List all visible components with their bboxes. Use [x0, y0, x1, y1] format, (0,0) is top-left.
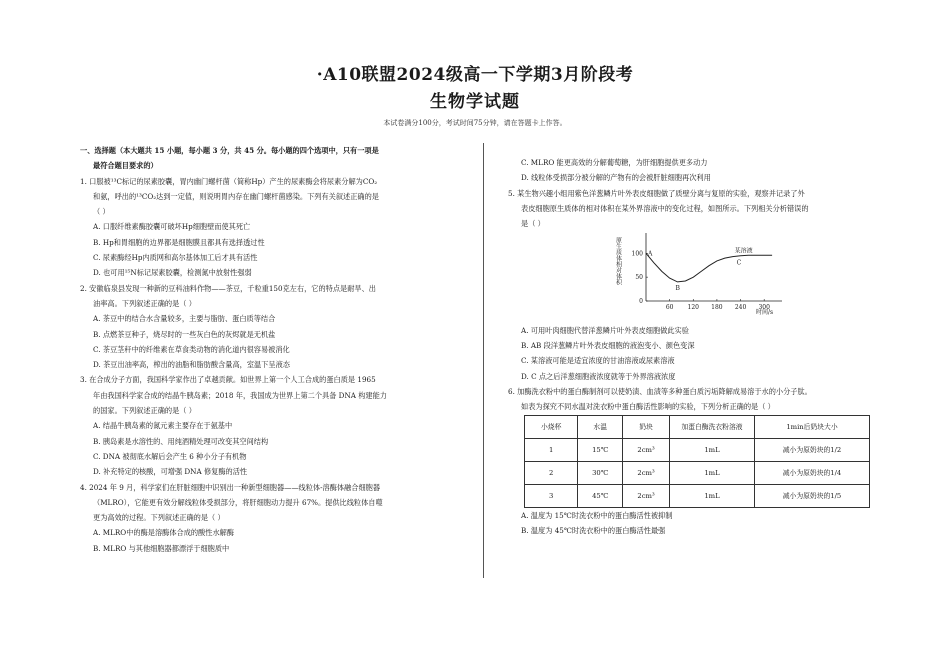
q1-stem: 和氨，呼出的¹³CO₂达到一定值，则说明胃内存在幽门螺杆菌感染。下列有关叙述正确的是	[93, 191, 379, 201]
exam-subtitle: 生物学试题	[430, 92, 520, 112]
q3-option-b: B. 胰岛素是水溶性的、用纯酒精处理可改变其空间结构	[93, 436, 269, 446]
question-6	[508, 384, 878, 538]
table-cell: 15℃	[578, 438, 623, 461]
q3-option-d: D. 补充特定的核酸，可增强 DNA 修复酶的活性	[93, 467, 248, 477]
table-header-cell: 小烧杯	[525, 415, 578, 438]
table-cell: 1	[525, 438, 578, 461]
table-header-cell: 奶块	[623, 415, 670, 438]
table-cell: 1mL	[670, 461, 755, 484]
table-cell: 减小为原奶块的1/4	[755, 461, 870, 484]
table-cell: 3	[525, 484, 578, 507]
chart-label-c: C	[736, 260, 742, 268]
q5-stem: 5. 某生物兴趣小组用紫色洋葱鳞片叶外表皮细胞做了质壁分离与复原的实验，观察并记录了外	[508, 188, 805, 198]
q4-option-c: C. MLRO 能更高效的分解葡萄糖，为肝细胞提供更多动力	[521, 158, 708, 167]
experiment-table	[524, 415, 870, 508]
q1-option-d: D. 也可用¹⁵N标记尿素胶囊，检测氮中放射性强弱	[93, 268, 252, 278]
table-cell: 2cm³	[623, 438, 670, 461]
chart-x-tick-label: 60	[665, 304, 674, 312]
q1-option-b: B. Hp和胃细胞的边界都是细胞膜且都具有选择透过性	[93, 237, 265, 247]
q3-option-a: A. 结晶牛胰岛素的氮元素主要存在于氨基中	[93, 421, 233, 431]
exam-note: 本试卷满分100分，考试时间75分钟，请在答题卡上作答。	[383, 119, 567, 127]
q2-option-a: A. 茶豆中的结合水含量较多，主要与脂肪、蛋白质等结合	[93, 314, 276, 324]
q5-option-a: A. 可用叶肉细胞代替洋葱鳞片叶外表皮细胞做此实验	[521, 325, 689, 335]
chart-axes	[646, 233, 782, 301]
section-heading: 一、选择题（本大题共 15 小题，每小题 3 分，共 45 分。每小题的四个选项中，只有一项是	[80, 146, 379, 155]
table-cell: 45℃	[578, 484, 623, 507]
chart-y-tick-label: 100	[631, 250, 643, 258]
table-cell: 1mL	[670, 438, 755, 461]
q1-stem: 1. 口服被¹³C标记的尿素胶囊，胃内幽门螺杆菌（简称Hp）产生的尿素酶会将尿素分解为CO₂	[80, 176, 378, 186]
q1-stem: （ ）	[93, 207, 110, 217]
table-header-row	[525, 415, 870, 438]
chart-x-tick-label: 300	[758, 304, 770, 312]
table-cell: 2cm³	[623, 461, 670, 484]
q4-stem: 4. 2024 年 9 月，科学家们在肝脏细胞中识别出一种新型细胞器——线粒体-溶酶体融合细胞器	[80, 482, 381, 492]
q2-stem: 2. 安徽临泉县发现一种新的豆科油料作物——茶豆，千粒重150克左右，它的特点是耐旱、出	[80, 283, 376, 293]
q3-stem: 年由我国科学家合成的结晶牛胰岛素；2018 年，我国成为世界上第二个具备 DNA 构建能力	[93, 390, 387, 400]
table-row	[525, 438, 870, 461]
q4-option-a: A. MLRO中的酶是溶酶体合成的酸性水解酶	[93, 528, 235, 538]
q5-stem: 表皮细胞原生质体的相对体积在某外界溶液中的变化过程，如图所示。下列相关分析错误的	[521, 203, 809, 213]
table-row	[525, 461, 870, 484]
table-cell: 减小为原奶块的1/5	[755, 484, 870, 507]
table-cell: 减小为原奶块的1/2	[755, 438, 870, 461]
chart-y-tick-label: 0	[639, 298, 643, 306]
protoplast-volume-chart	[508, 231, 878, 317]
section-heading-cont: 最符合题目要求的）	[93, 161, 158, 171]
q5-option-b: B. AB 段洋葱鳞片叶外表皮细胞的液泡变小、颜色变深	[521, 341, 695, 351]
q5-stem: 是（ ）	[521, 219, 545, 229]
q3-stem: 的国家。下列叙述正确的是（ ）	[93, 406, 196, 416]
q4-stem: 更为高效的过程。下列叙述正确的是（ ）	[93, 513, 225, 523]
q5-option-d: D. C 点之后洋葱细胞液浓度就等于外界溶液浓度	[521, 371, 676, 381]
q2-option-d: D. 茶豆出油率高，榨出的油脂和脂肪酸含量高，室温下呈液态	[93, 360, 290, 370]
q1-option-c: C. 尿素酶经Hp内质网和高尔基体加工后才具有活性	[93, 253, 258, 263]
q3-stem: 3. 在合成分子方面，我国科学家作出了卓越贡献。如世界上第一个人工合成的蛋白质是 1965	[80, 375, 376, 385]
q6-option-a: A. 温度为 15℃时洗衣粉中的蛋白酶活性被抑制	[521, 510, 673, 520]
right-column	[508, 155, 878, 538]
q6-stem: 6. 加酶洗衣粉中的蛋白酶制剂可以使奶渍、血渍等多种蛋白质污垢降解成易溶于水的小分子肽。	[508, 386, 812, 396]
table-cell: 30℃	[578, 461, 623, 484]
chart-label-b: B	[675, 285, 680, 293]
chart-x-tick-label: 120	[687, 304, 699, 312]
column-divider	[483, 143, 484, 578]
question-3	[80, 372, 472, 479]
table-cell: 2	[525, 461, 578, 484]
table-cell: 1mL	[670, 484, 755, 507]
q4-option-d: D. 线粒体受损部分被分解的产物有的会被肝脏细胞再次利用	[521, 173, 711, 183]
table-header-cell: 水温	[578, 415, 623, 438]
chart-ylabel: 原生质体相对体积	[614, 237, 622, 286]
table-header-cell: 加蛋白酶洗衣粉溶液	[670, 415, 755, 438]
question-4	[80, 480, 472, 556]
q3-option-c: C. DNA 被彻底水解后会产生 6 种小分子有机物	[93, 451, 247, 461]
q6-option-b: B. 温度为 45℃时洗衣粉中的蛋白酶活性最强	[521, 525, 666, 535]
q1-option-a: A. 口服纤维素酶胶囊可破坏Hp细胞壁而使其死亡	[93, 222, 251, 232]
exam-title: ·A10联盟2024级高一下学期3月阶段考	[316, 65, 634, 85]
q2-stem: 油率高。下列叙述正确的是（ ）	[93, 298, 196, 308]
chart-series-line	[646, 254, 772, 283]
question-1	[80, 174, 472, 281]
q5-option-c: C. 某溶液可能是适宜浓度的甘油溶液或尿素溶液	[521, 356, 675, 366]
chart-label-a: A	[648, 250, 653, 258]
table-row	[525, 484, 870, 507]
q4-stem: （MLRO），它能更有效分解线粒体受损部分，将肝细胞动力提升 67%。提供比线粒体自噬	[93, 497, 383, 507]
chart-xlabel: 时间/s	[756, 309, 774, 317]
chart-x-tick-label: 240	[734, 304, 747, 312]
table-header-cell: 1min后奶块大小	[755, 415, 870, 438]
chart-y-tick-label: 50	[635, 274, 643, 282]
chart-label-solution: 某溶液	[734, 248, 753, 256]
left-column	[80, 143, 472, 556]
q2-option-b: B. 点燃茶豆种子，烧尽时的一些灰白色的灰烬就是无机盐	[93, 329, 276, 339]
table-cell: 2cm³	[623, 484, 670, 507]
question-2	[80, 281, 472, 373]
question-5	[508, 186, 878, 384]
q4-option-b: B. MLRO 与其他细胞器都漂浮于细胞质中	[93, 543, 230, 553]
chart-x-tick-label: 180	[711, 304, 723, 312]
q6-stem: 如表为探究不同水温对洗衣粉中蛋白酶活性影响的实验，下列分析正确的是（ ）	[521, 402, 775, 412]
q2-option-c: C. 茶豆茎秆中的纤维素在草食类动物的消化道内很容易被消化	[93, 344, 290, 354]
